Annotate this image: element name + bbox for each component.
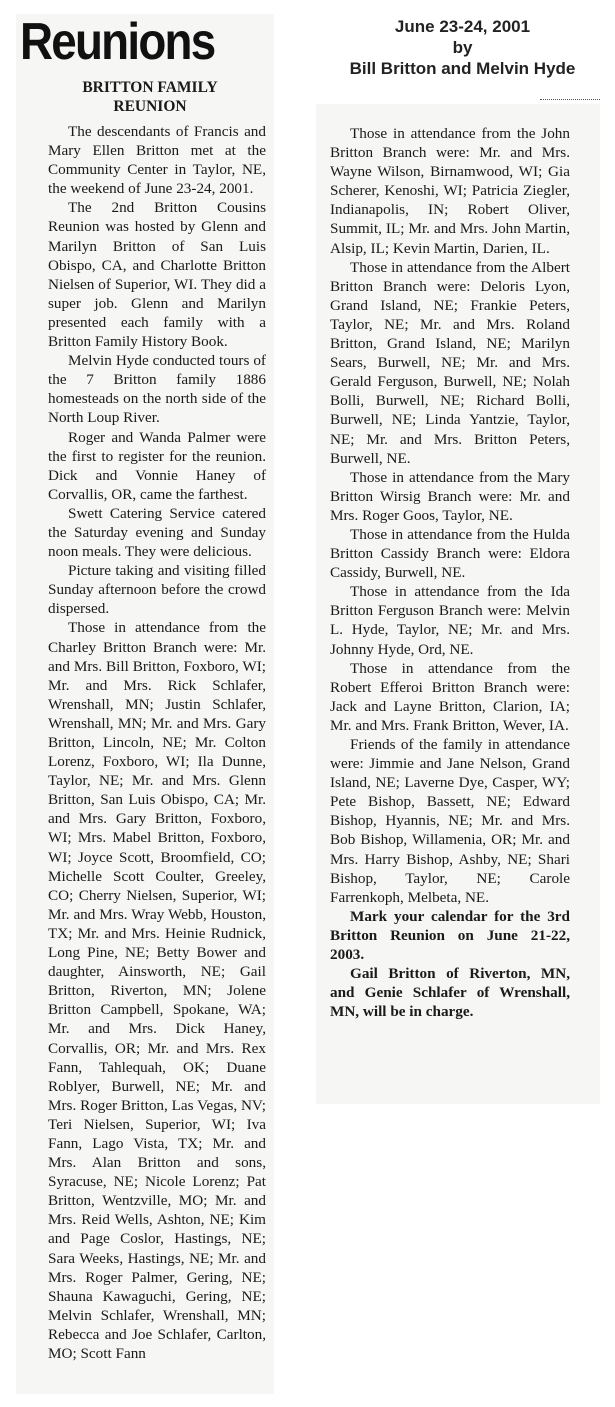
- paragraph-catering: Swett Catering Service catered the Saturday evening and Sunday noon meals. They were delicious.: [48, 504, 266, 561]
- byline-date: June 23-24, 2001: [394, 17, 531, 36]
- paragraph-next-reunion: Mark your calendar for the 3rd Britton Reunion on June 21-22, 2003.: [330, 907, 570, 964]
- byline: [330, 16, 595, 79]
- paragraph-registration: Roger and Wanda Palmer were the first to register for the reunion. Dick and Vonnie Haney of Corvallis, OR, came the farthest.: [48, 428, 266, 503]
- headline-line-1: BRITTON FAMILY: [82, 79, 218, 96]
- byline-by: by: [452, 38, 473, 57]
- headline-line-2: REUNION: [113, 98, 187, 115]
- paragraph-john-branch: Those in attendance from the John Britton Branch were: Mr. and Mrs. Wayne Wilson, Birnamwood, WI; Gia Scherer, Kenoshi, WI; Patricia Ziegler, Indianapolis, IN; Robert Oliver, Summit, IL; Mr. and Mrs. John Martin, Alsip, IL; Kevin Martin, Darien, IL.: [330, 125, 570, 257]
- paragraph-hulda-branch: Those in attendance from the Hulda Britton Cassidy Branch were: Eldora Cassidy, Burwell, NE.: [330, 525, 570, 582]
- article-headline: [30, 78, 270, 116]
- paragraph-intro: The descendants of Francis and Mary Ellen Britton met at the Community Center in Taylor, NE, the weekend of June 23-24, 2001.: [48, 123, 266, 198]
- paragraph-ida-branch: Those in attendance from the Ida Britton Ferguson Branch were: Melvin L. Hyde, Taylor, NE; Mr. and Mrs. Johnny Hyde, Ord, NE.: [330, 583, 570, 658]
- paragraph-sunday: Picture taking and visiting filled Sunday afternoon before the crowd dispersed.: [48, 562, 266, 618]
- paragraph-mary-branch: Those in attendance from the Mary Britton Wirsig Branch were: Mr. and Mrs. Roger Goos, Taylor, NE.: [330, 468, 570, 524]
- paragraph-hosts: The 2nd Britton Cousins Reunion was hosted by Glenn and Marilyn Britton of San Luis Obispo, CA, and Charlotte Britton Nielsen of Superior, WI. They did a super job. Glenn and Marilyn presented each family with a Britton Family History Book.: [48, 199, 266, 351]
- byline-authors: Bill Britton and Melvin Hyde: [349, 59, 576, 78]
- paragraph-tours: Melvin Hyde conducted tours of the 7 Britton family 1886 homesteads on the north side of the North Loup River.: [48, 352, 266, 427]
- paragraph-albert-branch: Those in attendance from the Albert Britton Branch were: Deloris Lyon, Grand Island, NE; Frankie Peters, Taylor, NE; Mr. and Mrs. Roland Britton, Grand Island, NE; Marilyn Sears, Burwell, NE; Mr. and Mrs. Gerald Ferguson, Burwell, NE; Nolah Bolli, Burwell, NE; Richard Bolli, Burwell, NE; Linda Yantzie, Taylor, NE; Mr. and Mrs. Britton Peters, Burwell, NE.: [330, 258, 570, 467]
- paragraph-organizers: Gail Britton of Riverton, MN, and Genie Schlafer of Wrenshall, MN, will be in charge.: [330, 965, 570, 1021]
- paragraph-friends: Friends of the family in attendance were: Jimmie and Jane Nelson, Grand Island, NE; Laverne Dye, Casper, WY; Pete Bishop, Bassett, NE; Edward Bishop, Hyannis, NE; Mr. and Mrs. Bob Bishop, Willamenia, OR; Mr. and Mrs. Harry Bishop, Ashby, NE; Shari Bishop, Taylor, NE; Carole Farrenkoph, Melbeta, NE.: [330, 736, 570, 906]
- article-left-column: [48, 122, 266, 1363]
- article-right-column: [330, 124, 570, 1021]
- paragraph-robert-branch: Those in attendance from the Robert Efferoi Britton Branch were: Jack and Layne Britton, Clarion, IA; Mr. and Mrs. Frank Britton, Wever, IA.: [330, 659, 570, 734]
- column-divider-rule: [540, 99, 600, 100]
- paragraph-charley-branch: Those in attendance from the Charley Britton Branch were: Mr. and Mrs. Bill Britton, Foxboro, WI; Mr. and Mrs. Rick Schlafer, Wrenshall, MN; Justin Schlafer, Wrenshall, MN; Mr. and Mrs. Gary Britton, Lincoln, NE; Mr. Colton Lorenz, Foxboro, WI; Ila Dunne, Taylor, NE; Mr. and Mrs. Glenn Britton, San Luis Obispo, CA; Mr. and Mrs. Gary Britton, Foxboro, WI; Mrs. Mabel Britton, Foxboro, WI; Joyce Scott, Broomfield, CO; Michelle Scott Coulter, Greeley, CO; Cherry Nielsen, Superior, WI; Mr. and Mrs. Wray Webb, Houston, TX; Mr. and Mrs. Heinie Rudnick, Long Pine, NE; Betty Bower and daughter, Ainsworth, NE; Gail Britton, Riverton, MN; Jolene Britton Campbell, Spokane, WA; Mr. and Mrs. Dick Haney, Corvallis, OR; Mr. and Mrs. Rex Fann, Tahlequah, OK; Duane Roblyer, Burwell, NE; Mr. and Mrs. Roger Britton, Las Vegas, NV; Teri Nielsen, Superior, WI; Iva Fann, Lago Vista, TX; Mr. and Mrs. Alan Britton and sons, Syracuse, NE; Nicole Lorenz; Pat Britton, Wentzville, MO; Mr. and Mrs. Reid Wells, Ashton, NE; Kim and Page Coslor, Hastings, NE; Sara Weeks, Hastings, NE; Mr. and Mrs. Roger Palmer, Gering, NE; Shauna Kawaguchi, Gering, NE; Melvin Schlafer, Wrenshall, MN; Rebecca and Joe Schlafer, Carlton, MO; Scott Fann: [48, 619, 266, 1362]
- masthead-title: Reunions: [20, 13, 215, 71]
